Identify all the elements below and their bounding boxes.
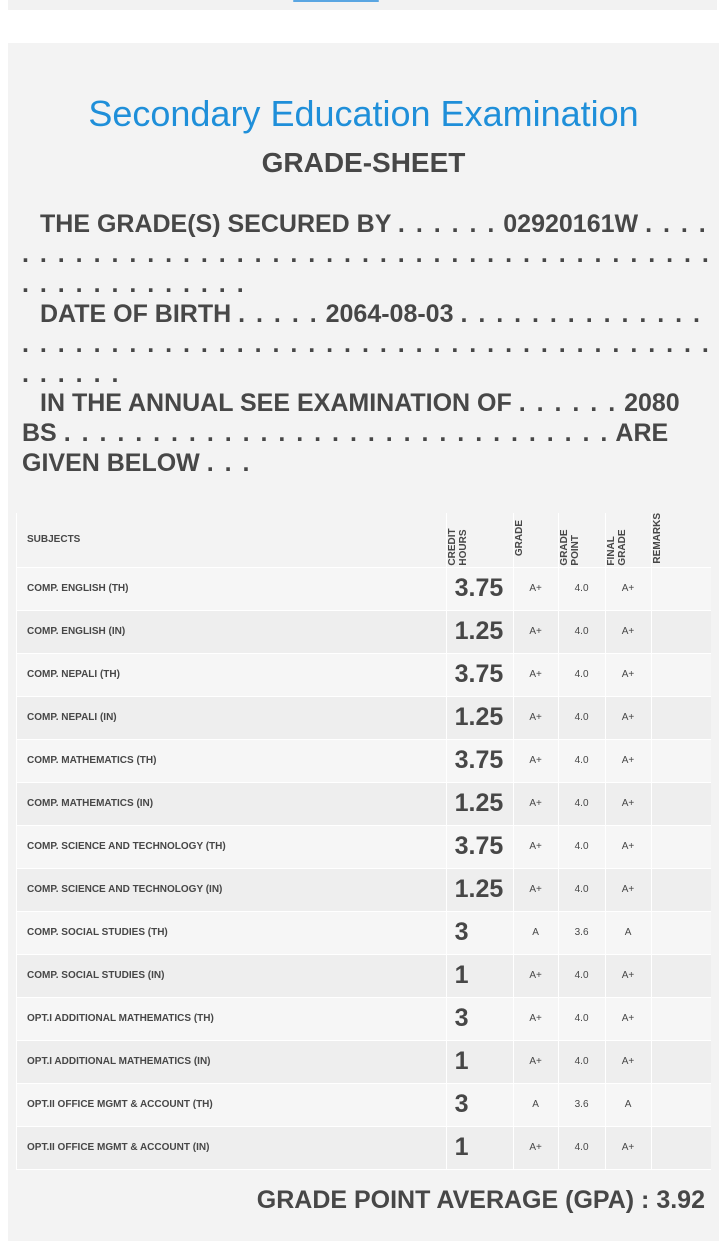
- grades-table: [16, 513, 711, 1170]
- sheet-title: GRADE-SHEET: [261, 147, 466, 178]
- table-header-row: [17, 513, 712, 567]
- credit-hours-cell: 3.75: [446, 653, 513, 696]
- grade-cell: A+: [513, 1040, 558, 1083]
- grade-point-cell: 4.0: [558, 954, 605, 997]
- final-grade-cell: A: [605, 1083, 651, 1126]
- header-final-grade-label: FINAL GRADE: [605, 528, 628, 566]
- credit-hours-cell: 1.25: [446, 696, 513, 739]
- header-grade-point-label: GRADE POINT: [558, 528, 581, 566]
- table-row: [17, 610, 712, 653]
- subject-cell: COMP. SOCIAL STUDIES (TH): [17, 911, 447, 954]
- grade-point-cell: 4.0: [558, 610, 605, 653]
- header-remarks-label: REMARKS: [651, 513, 663, 564]
- table-row: [17, 1083, 712, 1126]
- final-grade-cell: A+: [605, 1040, 651, 1083]
- final-grade-cell: A+: [605, 868, 651, 911]
- header-grade-point: [558, 513, 605, 567]
- table-row: [17, 782, 712, 825]
- dob-line: [22, 299, 712, 389]
- subject-cell: COMP. SCIENCE AND TECHNOLOGY (TH): [17, 825, 447, 868]
- remarks-cell: [651, 825, 711, 868]
- remarks-cell: [651, 610, 711, 653]
- credit-hours-cell: 3: [446, 997, 513, 1040]
- table-row: [17, 1040, 712, 1083]
- credit-hours-cell: 1: [446, 1126, 513, 1169]
- remarks-cell: [651, 567, 711, 610]
- dob-label: DATE OF BIRTH: [40, 300, 232, 328]
- grade-cell: A+: [513, 696, 558, 739]
- grade-point-cell: 4.0: [558, 696, 605, 739]
- remarks-cell: [651, 868, 711, 911]
- header-credit-hours: [446, 513, 513, 567]
- header-grade: [513, 513, 558, 567]
- grade-cell: A+: [513, 653, 558, 696]
- remarks-cell: [651, 911, 711, 954]
- subject-cell: OPT.I ADDITIONAL MATHEMATICS (IN): [17, 1040, 447, 1083]
- subject-cell: COMP. SCIENCE AND TECHNOLOGY (IN): [17, 868, 447, 911]
- credit-hours-cell: 1.25: [446, 868, 513, 911]
- final-grade-cell: A+: [605, 653, 651, 696]
- subject-cell: COMP. MATHEMATICS (IN): [17, 782, 447, 825]
- final-grade-cell: A+: [605, 567, 651, 610]
- gpa-line: [257, 1186, 705, 1215]
- final-grade-cell: A: [605, 911, 651, 954]
- grade-sheet-card: [8, 43, 719, 1241]
- grade-point-cell: 4.0: [558, 782, 605, 825]
- credit-hours-cell: 1: [446, 954, 513, 997]
- credit-hours-cell: 1: [446, 1040, 513, 1083]
- remarks-cell: [651, 1040, 711, 1083]
- remarks-cell: [651, 997, 711, 1040]
- gpa-label: GRADE POINT AVERAGE (GPA) :: [256, 1186, 650, 1214]
- table-row: [17, 653, 712, 696]
- remarks-cell: [651, 954, 711, 997]
- final-grade-cell: A+: [605, 1126, 651, 1169]
- subject-cell: OPT.II OFFICE MGMT & ACCOUNT (IN): [17, 1126, 447, 1169]
- grade-point-cell: 4.0: [558, 997, 605, 1040]
- subject-cell: OPT.II OFFICE MGMT & ACCOUNT (TH): [17, 1083, 447, 1126]
- given-below: ARE GIVEN BELOW: [22, 419, 669, 477]
- header-subjects: SUBJECTS: [17, 513, 447, 567]
- grade-cell: A+: [513, 997, 558, 1040]
- subject-cell: COMP. NEPALI (TH): [17, 653, 447, 696]
- table-row: [17, 954, 712, 997]
- remarks-cell: [651, 696, 711, 739]
- exam-year: 2080 BS: [22, 389, 680, 447]
- final-grade-cell: A+: [605, 696, 651, 739]
- table-row: [17, 696, 712, 739]
- remarks-cell: [651, 1083, 711, 1126]
- grade-cell: A: [513, 911, 558, 954]
- table-row: [17, 1126, 712, 1169]
- grade-cell: A+: [513, 782, 558, 825]
- grade-point-cell: 4.0: [558, 1040, 605, 1083]
- grade-point-cell: 4.0: [558, 653, 605, 696]
- active-tab-indicator: [293, 0, 379, 2]
- header-credit-hours-label: CREDIT HOURS: [446, 527, 469, 566]
- final-grade-cell: A+: [605, 825, 651, 868]
- secured-by-label: THE GRADE(S) SECURED BY: [40, 210, 391, 238]
- table-body: [17, 567, 712, 1169]
- credit-hours-cell: 1.25: [446, 610, 513, 653]
- grade-point-cell: 4.0: [558, 739, 605, 782]
- remarks-cell: [651, 782, 711, 825]
- remarks-cell: [651, 653, 711, 696]
- grade-point-cell: 4.0: [558, 868, 605, 911]
- grade-cell: A+: [513, 825, 558, 868]
- secured-by-line: [22, 209, 712, 299]
- grade-cell: A+: [513, 610, 558, 653]
- exam-title: Secondary Education Examination: [88, 93, 639, 134]
- subject-cell: COMP. ENGLISH (TH): [17, 567, 447, 610]
- subject-cell: COMP. NEPALI (IN): [17, 696, 447, 739]
- gpa-value: 3.92: [656, 1186, 705, 1214]
- dots: . . . . . . . . . . . . . . . . . . . . . . . . . . . . . . . . . . . . . . . . . . . . . . . . . . . . . . . .: [22, 210, 711, 298]
- dots: . . . . . . . . . . . . . . . . . . . . . . . . . . . . . . . . . . . . . . . . . . . . . . . . . . . . . . . . . . .: [22, 300, 711, 388]
- grade-point-cell: 4.0: [558, 825, 605, 868]
- credit-hours-cell: 3: [446, 1083, 513, 1126]
- header-remarks: [651, 513, 711, 567]
- dots: . . . . . .: [397, 210, 497, 238]
- dots: . . . . .: [238, 300, 319, 328]
- final-grade-cell: A+: [605, 610, 651, 653]
- table-row: [17, 567, 712, 610]
- credit-hours-cell: 3.75: [446, 567, 513, 610]
- dots: . . . . . . . . . . . . . . . . . . . . . . . . . . . . . . .: [63, 419, 610, 447]
- grade-cell: A+: [513, 954, 558, 997]
- dots: . . . . . .: [518, 389, 618, 417]
- final-grade-cell: A+: [605, 997, 651, 1040]
- table-row: [17, 997, 712, 1040]
- subject-cell: COMP. SOCIAL STUDIES (IN): [17, 954, 447, 997]
- table-row: [17, 739, 712, 782]
- header-grade-label: GRADE: [513, 520, 525, 557]
- grade-cell: A+: [513, 739, 558, 782]
- grade-point-cell: 3.6: [558, 911, 605, 954]
- subject-cell: OPT.I ADDITIONAL MATHEMATICS (TH): [17, 997, 447, 1040]
- symbol-number: 02920161W: [503, 210, 639, 238]
- grade-point-cell: 3.6: [558, 1083, 605, 1126]
- credit-hours-cell: 3: [446, 911, 513, 954]
- table-row: [17, 911, 712, 954]
- header-final-grade: [605, 513, 651, 567]
- grade-cell: A+: [513, 567, 558, 610]
- grade-point-cell: 4.0: [558, 1126, 605, 1169]
- grade-cell: A: [513, 1083, 558, 1126]
- dots: . . .: [206, 449, 252, 477]
- final-grade-cell: A+: [605, 782, 651, 825]
- final-grade-cell: A+: [605, 739, 651, 782]
- dob-value: 2064-08-03: [325, 300, 454, 328]
- table-row: [17, 825, 712, 868]
- subject-cell: COMP. ENGLISH (IN): [17, 610, 447, 653]
- grade-cell: A+: [513, 868, 558, 911]
- credit-hours-cell: 3.75: [446, 739, 513, 782]
- exam-line: [22, 388, 712, 478]
- final-grade-cell: A+: [605, 954, 651, 997]
- grade-cell: A+: [513, 1126, 558, 1169]
- top-bar: [8, 0, 717, 10]
- subject-cell: COMP. MATHEMATICS (TH): [17, 739, 447, 782]
- table-row: [17, 868, 712, 911]
- remarks-cell: [651, 1126, 711, 1169]
- credit-hours-cell: 1.25: [446, 782, 513, 825]
- remarks-cell: [651, 739, 711, 782]
- grade-point-cell: 4.0: [558, 567, 605, 610]
- exam-label: IN THE ANNUAL SEE EXAMINATION OF: [40, 389, 512, 417]
- credit-hours-cell: 3.75: [446, 825, 513, 868]
